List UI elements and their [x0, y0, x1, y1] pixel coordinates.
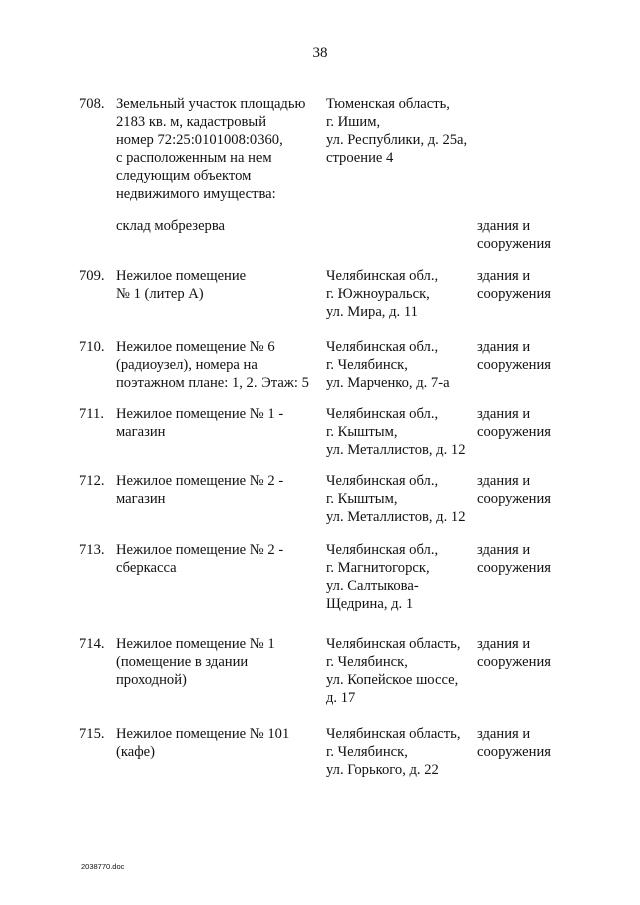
entry-category-line: здания и	[477, 339, 531, 355]
sub-entry	[0, 217, 640, 267]
entry-description-line: (радиоузел), номера на	[116, 357, 258, 373]
entry-category-line: здания и	[477, 542, 531, 558]
entry-address-line: Челябинская обл.,	[326, 268, 439, 284]
entry-description	[116, 267, 321, 303]
entry-category	[477, 725, 577, 761]
entry-description	[116, 472, 321, 508]
entry-category-line: сооружения	[477, 491, 551, 507]
entry-description-line: Нежилое помещение № 6	[116, 339, 275, 355]
entry-description-line: Нежилое помещение № 101	[116, 726, 290, 742]
entry-description-line: Нежилое помещение № 1	[116, 636, 275, 652]
entry-category-line: сооружения	[477, 236, 551, 252]
entry-address-line: ул. Копейское шоссе,	[326, 672, 459, 688]
entry-address-line: г. Южноуральск,	[326, 286, 430, 302]
entry-category-line: здания и	[477, 473, 531, 489]
entry-address-line: Тюменская область,	[326, 96, 450, 112]
entry-description-line: Нежилое помещение № 2 -	[116, 473, 284, 489]
entry-address-line: г. Магнитогорск,	[326, 560, 430, 576]
entry-number: 709.	[79, 268, 105, 284]
entry-address-line: Челябинская область,	[326, 726, 461, 742]
entry-address-line: Челябинская обл.,	[326, 473, 439, 489]
entry-address-line: д. 17	[326, 690, 356, 706]
entry-category-line: сооружения	[477, 424, 551, 440]
entry-description-line: проходной)	[116, 672, 187, 688]
entry-address-line: Челябинская область,	[326, 636, 461, 652]
entry-category	[477, 635, 577, 671]
entry-description-line: Нежилое помещение № 2 -	[116, 542, 284, 558]
entry-address-line: г. Челябинск,	[326, 654, 408, 670]
entry-category-line: сооружения	[477, 357, 551, 373]
entry-address	[326, 267, 476, 321]
entry-address	[326, 635, 476, 707]
entry	[0, 725, 640, 795]
entry-category	[477, 541, 577, 577]
entry-address-line: ул. Металлистов, д. 12	[326, 442, 466, 458]
entry-category-line: сооружения	[477, 744, 551, 760]
entry-number: 713.	[79, 542, 105, 558]
entry-category-line: здания и	[477, 406, 531, 422]
entry-address	[326, 472, 476, 526]
entry-description	[116, 217, 225, 235]
entry	[0, 338, 640, 405]
entry	[0, 267, 640, 338]
entry-address-line: г. Кыштым,	[326, 424, 398, 440]
entry-address-line: г. Челябинск,	[326, 744, 408, 760]
entry-category	[477, 267, 577, 303]
entry-category-line: сооружения	[477, 286, 551, 302]
entry	[0, 95, 640, 217]
entry-address-line: ул. Республики, д. 25а,	[326, 132, 468, 148]
entry-description	[116, 405, 321, 441]
entry-description	[116, 725, 321, 761]
entry-address-line: Щедрина, д. 1	[326, 596, 414, 612]
entry-address-line: Челябинская обл.,	[326, 542, 439, 558]
entry-description-line: следующим объектом	[116, 168, 252, 184]
entry-address-line: ул. Салтыкова-	[326, 578, 419, 594]
entry-address	[326, 725, 476, 779]
entry-category	[477, 217, 551, 253]
entry-description-line: Нежилое помещение	[116, 268, 247, 284]
entry-description-line: номер 72:25:0101008:0360,	[116, 132, 283, 148]
entry-category-line: здания и	[477, 636, 531, 652]
entry-description-line: магазин	[116, 424, 166, 440]
entry-category-line: здания и	[477, 218, 531, 234]
entry-description	[116, 541, 321, 577]
entry-address-line: строение 4	[326, 150, 394, 166]
entry-description-line: недвижимого имущества:	[116, 186, 276, 202]
entry-description-line: (помещение в здании	[116, 654, 249, 670]
entry-description	[116, 338, 321, 392]
entry-category-line: сооружения	[477, 654, 551, 670]
entry-address-line: ул. Марченко, д. 7-а	[326, 375, 450, 391]
entry-address-line: ул. Мира, д. 11	[326, 304, 418, 320]
entry-category-line: здания и	[477, 268, 531, 284]
entry-address	[326, 338, 476, 392]
entry-description	[116, 95, 321, 203]
entry-category	[477, 338, 577, 374]
entry-description-line: магазин	[116, 491, 166, 507]
entry-description-line: № 1 (литер А)	[116, 286, 204, 302]
entry	[0, 541, 640, 635]
entry-number: 715.	[79, 726, 105, 742]
entry-description-line: 2183 кв. м, кадастровый	[116, 114, 267, 130]
entry-description-line: Земельный участок площадью	[116, 96, 306, 112]
entry-category-line: здания и	[477, 726, 531, 742]
entry	[0, 472, 640, 541]
entry-address	[326, 405, 476, 459]
entry-description-line: (кафе)	[116, 744, 155, 760]
entry-address-line: г. Челябинск,	[326, 357, 408, 373]
page-number: 38	[312, 45, 328, 61]
entry	[0, 635, 640, 725]
file-footer: 2038770.doc	[81, 862, 125, 871]
entry-description-line: склад мобрезерва	[116, 218, 226, 234]
entry-number: 708.	[79, 96, 105, 112]
entry-number: 714.	[79, 636, 105, 652]
entry-address-line: г. Ишим,	[326, 114, 381, 130]
entry-description	[116, 635, 321, 689]
entry-address-line: Челябинская обл.,	[326, 339, 439, 355]
entry-address-line: ул. Металлистов, д. 12	[326, 509, 466, 525]
entry-description-line: сберкасса	[116, 560, 177, 576]
entry-address	[326, 541, 476, 613]
entry-description-line: поэтажном плане: 1, 2. Этаж: 5	[116, 375, 309, 391]
entry-category	[477, 405, 577, 441]
entry-number: 710.	[79, 339, 105, 355]
entry-number: 711.	[79, 406, 104, 422]
entry-category-line: сооружения	[477, 560, 551, 576]
entry-address	[326, 95, 476, 167]
entry-address-line: г. Кыштым,	[326, 491, 398, 507]
entry-address-line: Челябинская обл.,	[326, 406, 439, 422]
entry-address-line: ул. Горького, д. 22	[326, 762, 439, 778]
entry-description-line: с расположенным на нем	[116, 150, 272, 166]
entry	[0, 405, 640, 472]
entry-description-line: Нежилое помещение № 1 -	[116, 406, 284, 422]
entry-number: 712.	[79, 473, 105, 489]
entry-category	[477, 472, 577, 508]
